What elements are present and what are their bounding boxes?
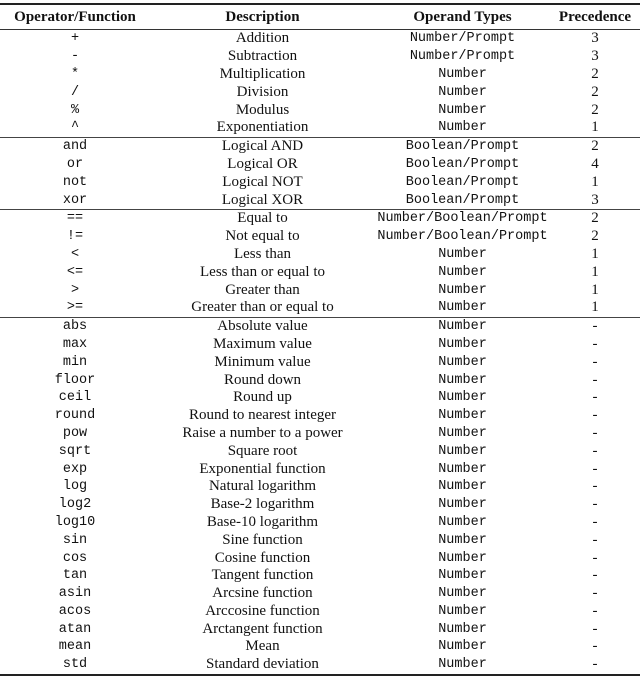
table-row: [0, 281, 640, 299]
table-row: [0, 137, 640, 155]
precedence-cell: 2: [550, 137, 640, 155]
precedence-cell: -: [592, 513, 598, 530]
operand-types-cell: Number: [438, 84, 487, 100]
operand-types-cell: Boolean/Prompt: [405, 156, 520, 172]
description-cell: Division: [236, 83, 289, 100]
table-row: [0, 442, 640, 460]
description-cell: Greater than: [225, 281, 300, 298]
operand-types-cell: Number: [438, 120, 487, 136]
operand-types-cell: Number: [438, 390, 487, 406]
table-row: [0, 66, 640, 84]
description-cell: Greater than or equal to: [191, 299, 334, 316]
operand-types-cell: Number: [438, 408, 487, 424]
operator-cell: <: [70, 246, 80, 262]
description-cell: Addition: [235, 30, 290, 47]
operator-cell: abs: [0, 317, 150, 335]
operand-types-cell: Number: [438, 568, 487, 584]
description-cell: Logical NOT: [222, 173, 303, 190]
precedence-cell: -: [592, 496, 598, 513]
description-cell: Exponentiation: [216, 119, 309, 136]
precedence-cell: -: [592, 585, 598, 602]
description-cell: Round to nearest integer: [188, 407, 337, 424]
operator-cell: >=: [66, 300, 84, 316]
table-row: [0, 656, 640, 675]
operator-cell: /: [70, 84, 80, 100]
operator-cell: log10: [54, 514, 96, 530]
description-cell: Round up: [233, 389, 292, 406]
operator-table: [0, 3, 640, 676]
operator-cell: atan: [58, 621, 92, 637]
precedence-cell: -: [592, 549, 598, 566]
table-row: [0, 496, 640, 514]
operand-types-cell: Number: [438, 657, 487, 673]
operand-types-cell: Number/Prompt: [409, 49, 516, 65]
operand-types-cell: Number: [438, 621, 487, 637]
description-cell: Less than or equal to: [200, 263, 325, 280]
table-row: [0, 585, 640, 603]
operand-types-cell: Number: [438, 461, 487, 477]
precedence-cell: 2: [591, 65, 599, 82]
precedence-cell: 4: [591, 155, 599, 172]
operand-types-cell: Number: [438, 300, 487, 316]
operator-cell: sin: [62, 532, 88, 548]
precedence-cell: 2: [550, 209, 640, 227]
table-row: [0, 101, 640, 119]
operator-cell: ceil: [58, 390, 92, 406]
precedence-cell: -: [592, 371, 598, 388]
operand-types-cell: Number: [375, 317, 550, 335]
operator-cell: log2: [58, 497, 92, 513]
table-row: [0, 389, 640, 407]
description-cell: Logical AND: [150, 137, 375, 155]
description-cell: Less than: [233, 245, 292, 262]
table-row: [0, 620, 640, 638]
table-row: [0, 246, 640, 264]
table-row: [0, 478, 640, 496]
description-cell: Exponential function: [199, 460, 326, 477]
operator-cell: sqrt: [58, 443, 92, 459]
table-row: [0, 119, 640, 137]
operator-cell: not: [62, 174, 88, 190]
header-precedence: Precedence: [550, 4, 640, 30]
operand-types-cell: Number: [438, 639, 487, 655]
description-cell: Mean: [245, 638, 280, 655]
operator-cell: xor: [62, 192, 88, 208]
description-cell: Modulus: [235, 101, 290, 118]
table-body: [0, 30, 640, 675]
precedence-cell: -: [592, 353, 598, 370]
description-cell: Cosine function: [214, 549, 311, 566]
table-row: [0, 460, 640, 478]
operand-types-cell: Number: [438, 282, 487, 298]
precedence-cell: 1: [591, 119, 599, 136]
description-cell: Multiplication: [219, 65, 306, 82]
precedence-cell: -: [592, 602, 598, 619]
table-row: [0, 407, 640, 425]
description-cell: Natural logarithm: [208, 478, 317, 495]
operator-cell: round: [54, 408, 96, 424]
operator-cell: +: [70, 31, 80, 47]
operand-types-cell: Number: [438, 246, 487, 262]
precedence-cell: -: [592, 424, 598, 441]
operator-cell: std: [62, 657, 88, 673]
operator-cell: %: [70, 102, 80, 118]
table-row: [0, 156, 640, 174]
operand-types-cell: Boolean/Prompt: [405, 174, 520, 190]
description-cell: Raise a number to a power: [182, 424, 343, 441]
operator-cell: <=: [66, 264, 84, 280]
precedence-cell: 2: [591, 83, 599, 100]
operand-types-cell: Number: [438, 497, 487, 513]
operator-cell: max: [62, 336, 88, 352]
table-row: [0, 191, 640, 209]
precedence-cell: -: [592, 567, 598, 584]
operator-cell: exp: [62, 461, 88, 477]
precedence-cell: -: [550, 317, 640, 335]
table-row: [0, 371, 640, 389]
precedence-cell: -: [592, 531, 598, 548]
precedence-cell: 1: [591, 263, 599, 280]
description-cell: Arcsine function: [212, 585, 313, 602]
precedence-cell: 1: [591, 299, 599, 316]
operand-types-cell: Number: [438, 532, 487, 548]
operator-cell: -: [70, 49, 80, 65]
description-cell: Standard deviation: [206, 656, 319, 673]
precedence-cell: -: [592, 638, 598, 655]
operand-types-cell: Number: [438, 264, 487, 280]
operand-types-cell: Number: [438, 102, 487, 118]
description-cell: Logical XOR: [221, 191, 304, 208]
precedence-cell: -: [592, 656, 598, 673]
description-cell: Base-10 logarithm: [206, 513, 319, 530]
operator-cell: acos: [58, 603, 92, 619]
operand-types-cell: Number: [438, 372, 487, 388]
description-cell: Maximum value: [213, 335, 312, 352]
table-row: [0, 336, 640, 354]
description-cell: Arccosine function: [205, 602, 320, 619]
operand-types-cell: Number/Boolean/Prompt: [377, 229, 548, 245]
operand-types-cell: Number: [438, 425, 487, 441]
precedence-cell: 3: [591, 30, 599, 47]
operand-types-cell: Number/Boolean/Prompt: [375, 209, 550, 227]
precedence-cell: -: [592, 620, 598, 637]
precedence-cell: 1: [591, 173, 599, 190]
operand-types-cell: Number: [438, 586, 487, 602]
description-cell: Not equal to: [225, 228, 300, 245]
operator-cell: mean: [58, 639, 92, 655]
description-cell: Round down: [223, 371, 302, 388]
description-cell: Absolute value: [150, 317, 375, 335]
description-cell: Arctangent function: [202, 620, 323, 637]
operator-cell: or: [66, 156, 84, 172]
table-row: [0, 228, 640, 246]
description-cell: Subtraction: [227, 48, 298, 65]
description-cell: Logical OR: [227, 155, 298, 172]
description-cell: Base-2 logarithm: [210, 496, 315, 513]
description-cell: Minimum value: [214, 353, 311, 370]
operator-cell: ^: [70, 120, 80, 136]
table-row: [0, 299, 640, 317]
precedence-cell: 2: [591, 228, 599, 245]
operator-cell: !=: [66, 229, 84, 245]
precedence-cell: 1: [591, 281, 599, 298]
table-row: [0, 531, 640, 549]
operator-cell: ==: [0, 209, 150, 227]
precedence-cell: -: [592, 335, 598, 352]
description-cell: Square root: [227, 442, 298, 459]
operator-cell: min: [62, 354, 88, 370]
operand-types-cell: Number: [438, 514, 487, 530]
table-row: [0, 263, 640, 281]
table-row: [0, 173, 640, 191]
table-row: [0, 317, 640, 335]
precedence-cell: -: [592, 389, 598, 406]
operator-cell: log: [62, 479, 88, 495]
operand-types-cell: Number: [438, 603, 487, 619]
table-row: [0, 83, 640, 101]
operand-types-cell: Number/Prompt: [409, 31, 516, 47]
table-row: [0, 48, 640, 66]
table-row: [0, 353, 640, 371]
precedence-cell: 3: [591, 48, 599, 65]
operator-cell: and: [0, 137, 150, 155]
table-row: [0, 425, 640, 443]
header-row: [0, 4, 640, 30]
table-row: [0, 514, 640, 532]
precedence-cell: -: [592, 460, 598, 477]
operand-types-cell: Number: [438, 336, 487, 352]
precedence-cell: 1: [591, 245, 599, 262]
operator-cell: pow: [62, 425, 88, 441]
table-row: [0, 638, 640, 656]
operator-cell: asin: [58, 586, 92, 602]
operator-cell: >: [70, 282, 80, 298]
operand-types-cell: Number: [438, 479, 487, 495]
operand-types-cell: Number: [438, 443, 487, 459]
description-cell: Equal to: [150, 209, 375, 227]
operand-types-cell: Number: [438, 354, 487, 370]
precedence-cell: -: [592, 407, 598, 424]
precedence-cell: 2: [591, 101, 599, 118]
precedence-cell: -: [592, 442, 598, 459]
header-description: Description: [150, 4, 375, 30]
table-row: [0, 30, 640, 48]
operator-cell: tan: [62, 568, 88, 584]
operand-types-cell: Boolean/Prompt: [405, 192, 520, 208]
operand-types-cell: Number: [438, 66, 487, 82]
operand-types-cell: Number: [438, 550, 487, 566]
operator-cell: floor: [54, 372, 96, 388]
precedence-cell: 3: [591, 191, 599, 208]
description-cell: Tangent function: [211, 567, 314, 584]
header-operand-types: Operand Types: [375, 4, 550, 30]
operand-types-cell: Boolean/Prompt: [375, 137, 550, 155]
operator-cell: cos: [62, 550, 88, 566]
precedence-cell: -: [592, 478, 598, 495]
table-row: [0, 549, 640, 567]
table-row: [0, 209, 640, 227]
table-row: [0, 603, 640, 621]
table-row: [0, 567, 640, 585]
operator-cell: *: [70, 66, 80, 82]
description-cell: Sine function: [222, 531, 303, 548]
header-operator: Operator/Function: [0, 4, 150, 30]
